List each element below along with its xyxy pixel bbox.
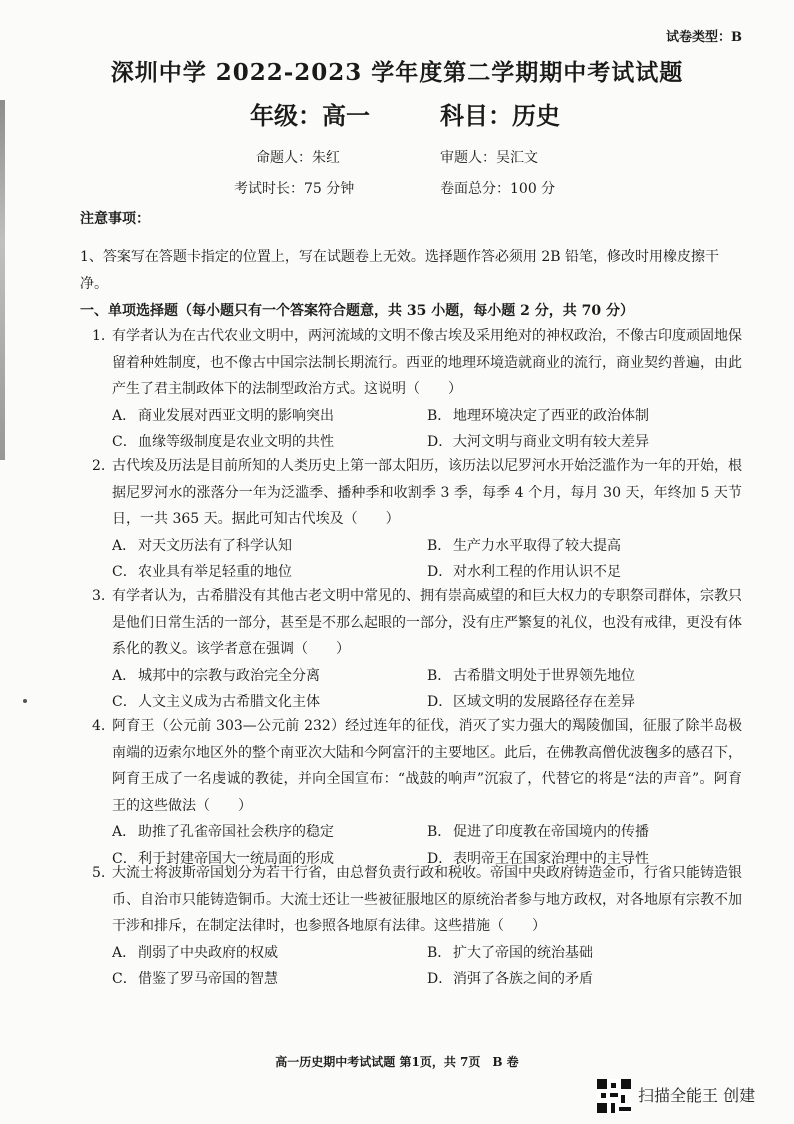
exam-title: 深圳中学 2022-2023 学年度第二学期期中考试试题 (110, 59, 684, 86)
option-d: D．对水利工程的作用认识不足 (427, 564, 621, 580)
option-b: B． 古希腊文明处于世界领先地位 (427, 667, 635, 684)
options (92, 403, 742, 456)
question-text: 有学者认为，古希腊没有其他古老文明中常见的、拥有崇高威望的和巨大权力的专职祭司群体，宗教只是他们日常生活的一部分，甚至是不那么起眼的一部分，没有庄严繁复的礼仪，也没有戒律，更没有体系化的教义。该学者意在强调（ ） (112, 588, 742, 657)
reviewer: 审题人：吴汇文 (440, 150, 538, 166)
option-d: D．表明帝王在国家治理中的主导性 (427, 850, 649, 867)
option-a: A． 削弱了中央政府的权威 (112, 944, 278, 961)
question-number: 1. (92, 328, 106, 344)
option-d: D．区域文明的发展路径存在差异 (427, 694, 635, 710)
option-c: C．利于封建帝国大一统局面的形成 (112, 850, 334, 867)
option-d: D．大河文明与商业文明有较大差异 (427, 434, 649, 450)
section-title: 一、单项选择题（每小题只有一个答案符合题意，共 35 小题，每小题 2 分，共 70 分） (80, 303, 634, 319)
question-5 (92, 860, 742, 993)
option-c: C．人文主义成为古希腊文化主体 (112, 694, 320, 710)
question-number: 4. (92, 718, 106, 734)
question-number: 2. (92, 458, 106, 474)
scan-speck (23, 699, 27, 703)
options (92, 533, 742, 586)
question-1 (92, 323, 742, 456)
question-text: 阿育王（公元前 303—公元前 232）经过连年的征伐，消灭了实力强大的羯陵伽国，征服了除半岛极南端的迈索尔地区外的整个南亚次大陆和今阿富汗的主要地区。此后，在佛教高僧优波毱多的感召下，阿育王成了一名虔诚的教徒，并向全国宣布：“战鼓的响声”沉寂了，代替它的将是“法的声音”。阿育王的这些做法（ ） (112, 718, 742, 814)
question-number: 5. (92, 865, 106, 881)
question-number: 3. (92, 588, 106, 604)
page-footer: 高一历史期中考试试题 第1页，共 7页 B 卷 (275, 1055, 519, 1069)
options (92, 663, 742, 716)
option-b: B． 扩大了帝国的统治基础 (427, 944, 593, 961)
paper-type: 试卷类型：B (666, 30, 742, 45)
question-text: 有学者认为在古代农业文明中，两河流域的文明不像古埃及采用绝对的神权政治，不像古印度顽固地保留着种姓制度，也不像古中国宗法制长期流行。西亚的地理环境造就商业的流行，商业契约普遍，由此产生了君主制政体下的法制型政治方式。这说明（ ） (112, 328, 742, 397)
notes-title: 注意事项： (80, 211, 150, 227)
notes-item-1: 1、答案写在答题卡指定的位置上，写在试题卷上无效。选择题作答必须用 2B 铅笔，修改时用橡皮擦干净。 (80, 249, 720, 292)
option-d: D．消弭了各族之间的矛盾 (427, 971, 593, 987)
option-c: C．农业具有举足轻重的地位 (112, 564, 292, 580)
question-text: 大流士将波斯帝国划分为若干行省，由总督负责行政和税收。帝国中央政府铸造金币，行省只能铸造银币、自治市只能铸造铜币。大流士还让一些被征服地区的原统治者参与地方政权，对各地原有宗教不加干涉和排斥，在制定法律时，也参照各地原有法律。这些措施（ ） (112, 865, 742, 934)
grade-label: 年级：高一 (250, 102, 370, 130)
option-b: B． 地理环境决定了西亚的政治体制 (427, 407, 649, 424)
option-b: B． 促进了印度教在帝国境内的传播 (427, 824, 649, 840)
duration: 考试时长：75 分钟 (234, 181, 355, 197)
option-a: A． 城邦中的宗教与政治完全分离 (112, 667, 320, 684)
options (92, 940, 742, 993)
option-a: A． 助推了孔雀帝国社会秩序的稳定 (112, 824, 334, 840)
option-c: C．借鉴了罗马帝国的智慧 (112, 971, 278, 987)
option-a: A． 对天文历法有了科学认知 (112, 537, 292, 554)
question-text: 古代埃及历法是目前所知的人类历史上第一部太阳历，该历法以尼罗河水开始泛滥作为一年的开始，根据尼罗河水的涨落分一年为泛滥季、播种季和收割季 3 季，每季 4 个月，每月 30 天，年终加 5 天节日，一共 365 天。据此可知古代埃及（ ） (112, 458, 742, 527)
subject-label: 科目：历史 (440, 102, 560, 130)
total-score: 卷面总分：100 分 (440, 181, 556, 197)
scanner-watermark: 扫描全能王 创建 (638, 1086, 756, 1105)
question-2 (92, 453, 742, 586)
question-4 (92, 713, 742, 872)
qr-code-icon (597, 1079, 631, 1113)
scan-edge-shadow (0, 100, 5, 460)
question-3 (92, 583, 742, 716)
setter: 命题人：朱红 (256, 150, 340, 166)
option-c: C．血缘等级制度是农业文明的共性 (112, 434, 334, 450)
option-a: A． 商业发展对西亚文明的影响突出 (112, 407, 334, 424)
option-b: B． 生产力水平取得了较大提高 (427, 537, 621, 554)
